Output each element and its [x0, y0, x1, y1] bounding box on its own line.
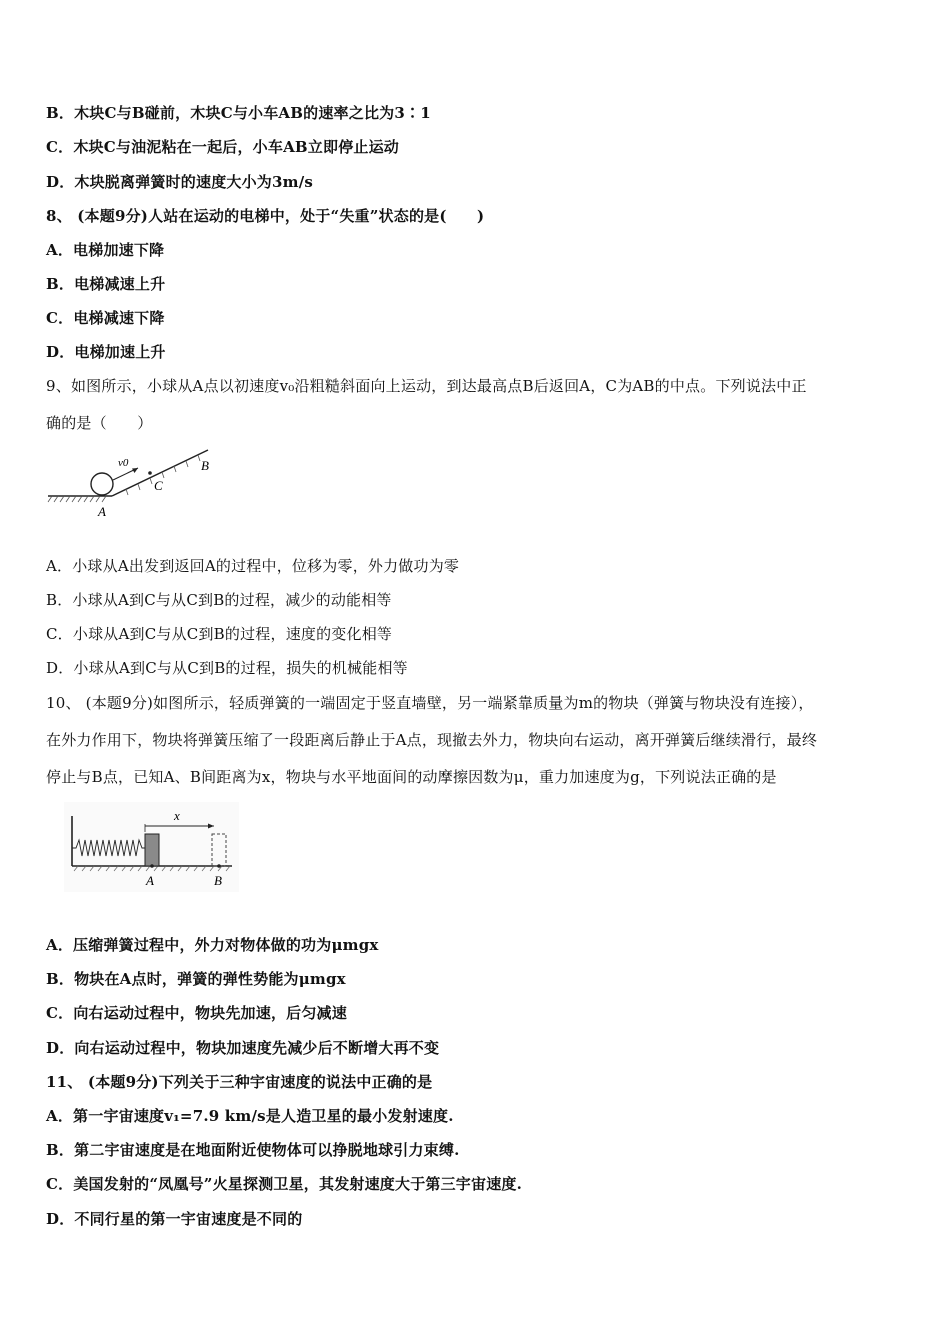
- q9-stem-line1: 9、如图所示，小球从A点以初速度v₀沿粗糙斜面向上运动，到达最高点B后返回A，C为AB的中点。下列说法中正: [46, 377, 807, 395]
- q8-option-b: B．电梯减速上升: [46, 275, 166, 293]
- q9-option-b: B．小球从A到C与从C到B的过程，减少的动能相等: [46, 591, 392, 609]
- q11-option-d: D．不同行星的第一宇宙速度是不同的: [46, 1210, 303, 1228]
- label-a: A: [98, 504, 106, 519]
- q10-stem-line2: 在外力作用下，物块将弹簧压缩了一段距离后静止于A点，现撤去外力，物块向右运动，离开弹簧后继续滑行，最终: [46, 731, 818, 749]
- q11-stem: 11、 (本题9分)下列关于三种宇宙速度的说法中正确的是: [46, 1073, 433, 1091]
- point-b: [217, 864, 221, 868]
- q7-option-c: C．木块C与油泥粘在一起后，小车AB立即停止运动: [46, 138, 399, 156]
- ground-hatch: [48, 496, 106, 502]
- q11-option-c: C．美国发射的“凤凰号”火星探测卫星，其发射速度大于第三宇宙速度.: [46, 1175, 523, 1193]
- q11-option-a: A．第一宇宙速度v₁=7.9 km/s是人造卫星的最小发射速度.: [46, 1107, 454, 1125]
- point-a: [150, 864, 154, 868]
- q10-spring-figure: [64, 802, 239, 896]
- q9-option-d: D．小球从A到C与从C到B的过程，损失的机械能相等: [46, 659, 408, 677]
- q10-option-c: C．向右运动过程中，物块先加速，后匀减速: [46, 1004, 347, 1022]
- q10-stem-line3: 停止与B点，已知A、B间距离为x，物块与水平地面间的动摩擦因数为μ，重力加速度为g，下列说法正确的是: [46, 768, 777, 786]
- block-at-a: [145, 834, 159, 866]
- ball: [91, 473, 113, 495]
- q9-stem-line2: 确的是（ ）: [46, 414, 153, 432]
- q10-stem-line1: 10、 (本题9分)如图所示，轻质弹簧的一端固定于竖直墙壁，另一端紧靠质量为m的物块（弹簧与物块没有连接），: [46, 694, 814, 712]
- incline-hatch: [126, 455, 200, 495]
- q9-option-c: C．小球从A到C与从C到B的过程，速度的变化相等: [46, 625, 393, 643]
- label-b: B: [201, 458, 209, 473]
- label-b: B: [214, 873, 222, 888]
- label-v0: v0: [118, 457, 129, 469]
- q10-option-a: A．压缩弹簧过程中，外力对物体做的功为μmgx: [46, 936, 379, 954]
- q7-option-d: D．木块脱离弹簧时的速度大小为3m/s: [46, 173, 314, 191]
- q10-option-b: B．物块在A点时，弹簧的弹性势能为μmgx: [46, 970, 346, 988]
- q9-option-a: A．小球从A出发到返回A的过程中，位移为零，外力做功为零: [46, 557, 460, 575]
- label-a: A: [146, 873, 154, 888]
- q8-option-d: D．电梯加速上升: [46, 343, 166, 361]
- label-c: C: [154, 478, 163, 493]
- q7-option-b: B．木块C与B碰前，木块C与小车AB的速率之比为3∶1: [46, 104, 431, 122]
- point-c: [148, 471, 152, 475]
- q9-incline-figure: [46, 444, 226, 528]
- q10-option-d: D．向右运动过程中，物块加速度先减少后不断增大再不变: [46, 1039, 440, 1057]
- q8-option-c: C．电梯减速下降: [46, 309, 165, 327]
- q8-option-a: A．电梯加速下降: [46, 241, 165, 259]
- q11-option-b: B．第二宇宙速度是在地面附近使物体可以挣脱地球引力束缚.: [46, 1141, 460, 1159]
- q8-stem: 8、 (本题9分)人站在运动的电梯中，处于“失重”状态的是( ): [46, 207, 485, 225]
- label-x: x: [174, 808, 180, 823]
